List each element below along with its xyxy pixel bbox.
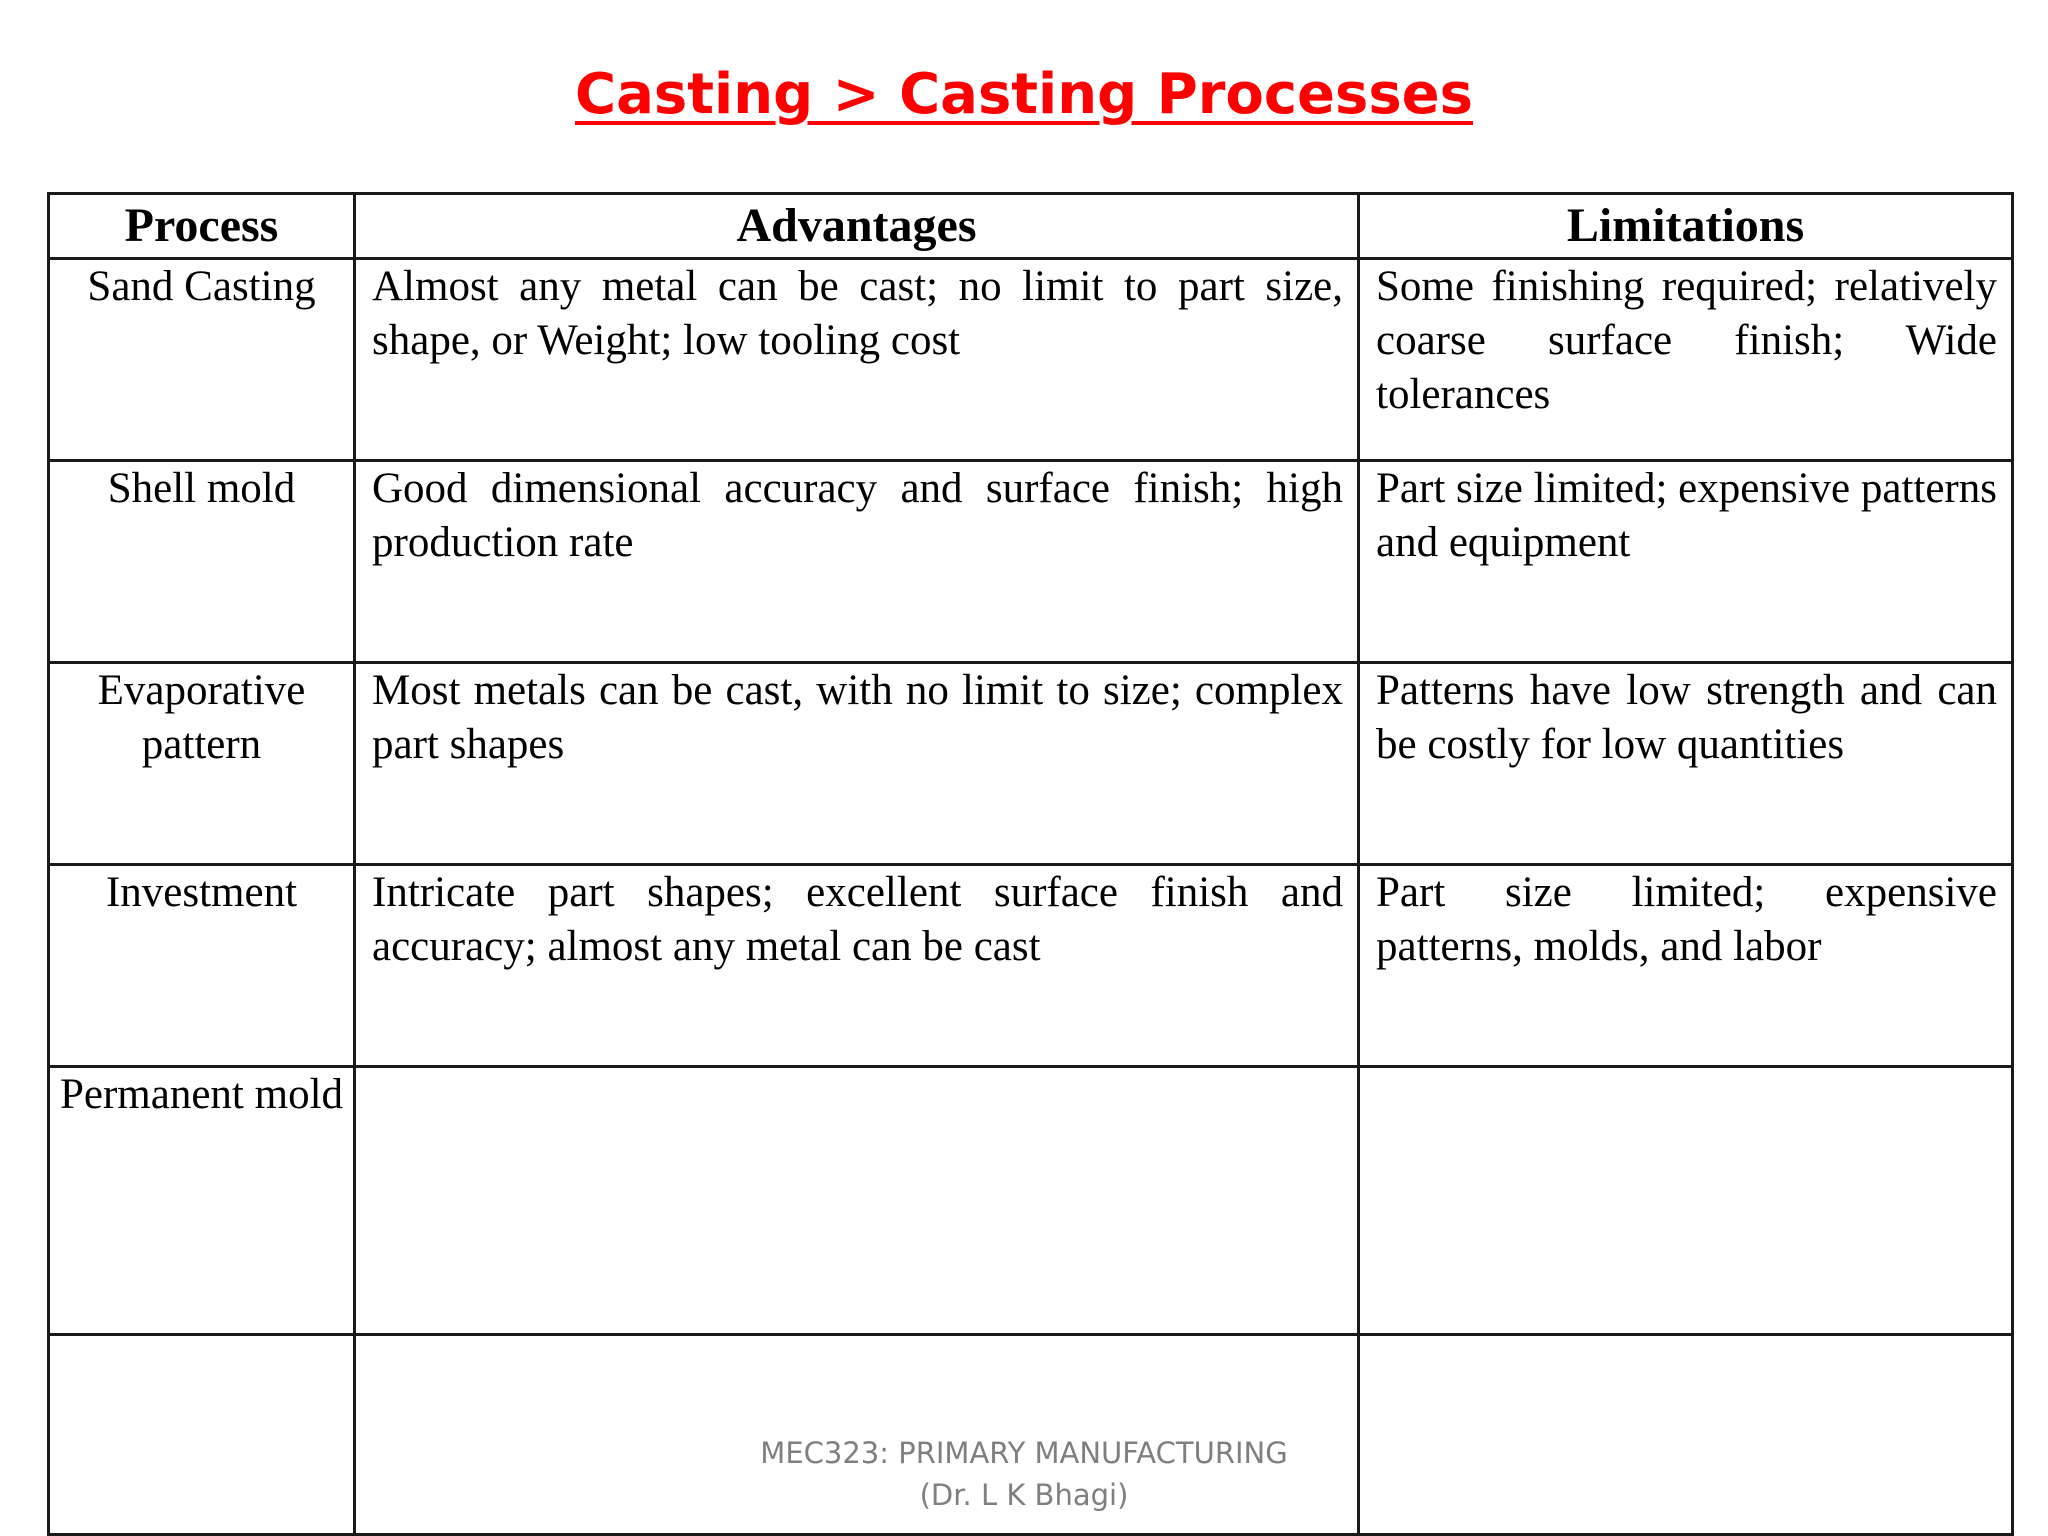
advantages-cell: Almost any metal can be cast; no limit to part size, shape, or Weight; low tooling cost [355,259,1359,461]
footer-author: (Dr. L K Bhagi) [919,1478,1129,1512]
process-cell: Investment [49,865,355,1067]
header-process: Process [49,194,355,259]
table-row [49,663,2013,865]
advantages-cell: Good dimensional accuracy and surface finish; high production rate [355,461,1359,663]
footer-course: MEC323: PRIMARY MANUFACTURING [760,1436,1288,1470]
limitations-cell: Patterns have low strength and can be costly for low quantities [1359,663,2013,865]
footer [0,1432,2048,1516]
header-advantages: Advantages [355,194,1359,259]
process-cell: Shell mold [49,461,355,663]
process-cell: Evaporative pattern [49,663,355,865]
table-row [49,1067,2013,1335]
table-header-row [49,194,2013,259]
process-cell: Sand Casting [49,259,355,461]
limitations-cell [1359,1067,2013,1335]
table-row [49,259,2013,461]
advantages-cell: Intricate part shapes; excellent surface finish and accuracy; almost any metal can be cast [355,865,1359,1067]
process-table [47,192,2014,1536]
limitations-cell: Part size limited; expensive patterns, molds, and labor [1359,865,2013,1067]
limitations-cell: Some finishing required; relatively coarse surface finish; Wide tolerances [1359,259,2013,461]
limitations-cell: Part size limited; expensive patterns and equipment [1359,461,2013,663]
header-limitations: Limitations [1359,194,2013,259]
table-row [49,865,2013,1067]
table-row [49,461,2013,663]
advantages-cell: Most metals can be cast, with no limit to size; complex part shapes [355,663,1359,865]
page-title: Casting > Casting Processes [575,62,1473,127]
advantages-cell [355,1067,1359,1335]
process-cell: Permanent mold [49,1067,355,1335]
